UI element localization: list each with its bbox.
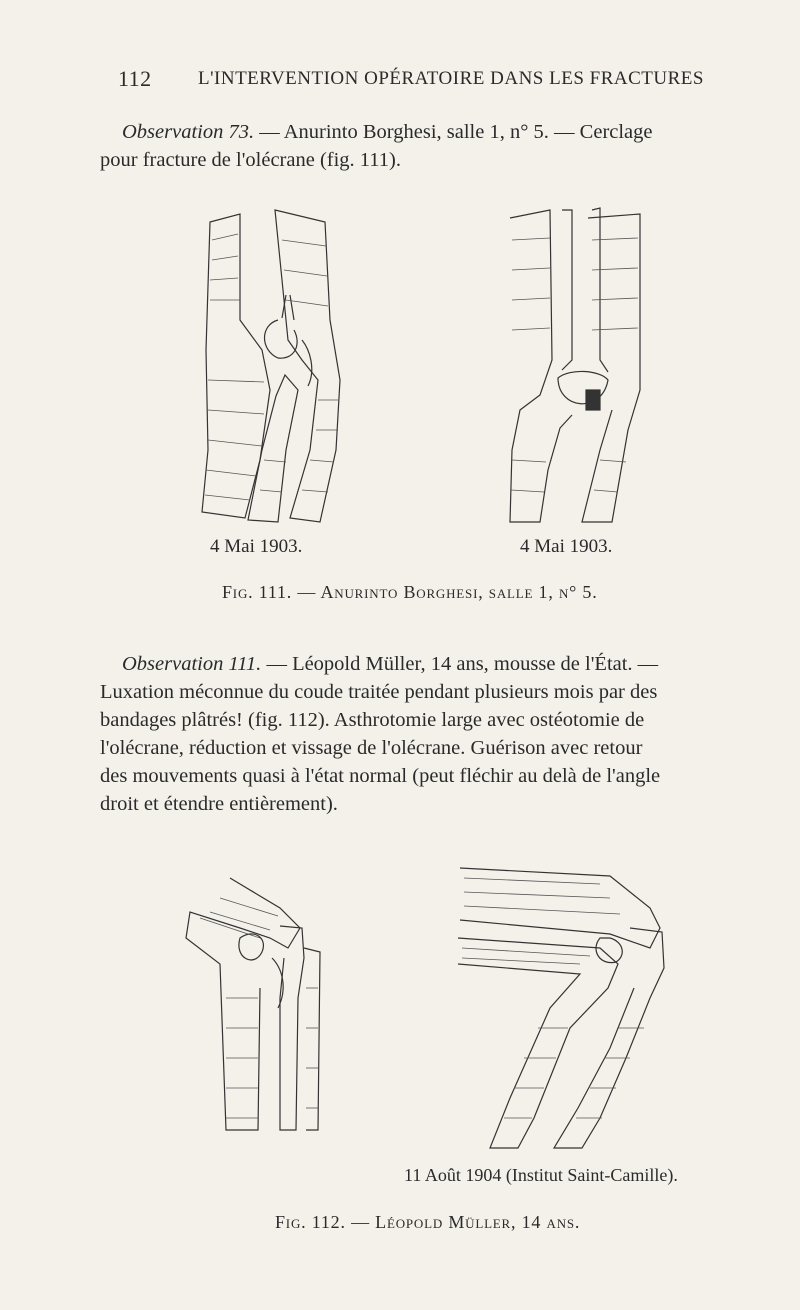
observation-111-line-4: l'olécrane, réduction et vissage de l'olécrane. Guérison avec retour [100, 737, 643, 759]
observation-111-line-6: droit et étendre entièrement). [100, 793, 338, 815]
figure-112-caption-label: Fig. 112. [275, 1212, 346, 1232]
figure-112-right-drawing [450, 858, 680, 1158]
observation-111-line-1 [122, 650, 782, 678]
observation-111-text: — Léopold Müller, 14 ans, mousse de l'État. — [261, 653, 659, 675]
elbow-xray-extended-icon [450, 858, 680, 1158]
figure-111-caption [222, 582, 598, 603]
elbow-xray-flexed-icon [180, 868, 340, 1158]
observation-73-line-1 [122, 118, 762, 146]
figure-111-left-date: 4 Mai 1903. [210, 536, 303, 557]
figure-111-left-drawing [190, 200, 350, 530]
observation-111-line-5: des mouvements quasi à l'état normal (peut fléchir au delà de l'angle [100, 765, 661, 787]
figure-112-caption-text: — Léopold Müller, 14 ans. [345, 1212, 581, 1232]
figure-112-left-drawing [180, 868, 340, 1158]
chapter-title: L'INTERVENTION OPÉRATOIRE DANS LES FRACTURES [198, 68, 704, 89]
observation-111-paragraph [100, 650, 782, 818]
observation-73-label: Observation 73. [122, 121, 255, 143]
elbow-xray-lateral-icon [190, 200, 350, 530]
figure-111-caption-label: Fig. 111. [222, 582, 293, 602]
observation-111-line-2: Luxation méconnue du coude traitée pendant plusieurs mois par des [100, 681, 658, 703]
figure-112-date-note: 11 Août 1904 (Institut Saint-Camille). [404, 1165, 678, 1185]
observation-111-line-3: bandages plâtrés! (fig. 112). Asthrotomie large avec ostéotomie de [100, 709, 645, 731]
figure-111-right-date: 4 Mai 1903. [520, 536, 613, 557]
figure-111-right-drawing [500, 200, 650, 530]
page-number: 112 [118, 66, 152, 91]
observation-73-text: — Anurinto Borghesi, salle 1, n° 5. — Cerclage [254, 121, 653, 143]
observation-73-line-2: pour fracture de l'olécrane (fig. 111). [100, 149, 401, 171]
figure-112-caption [275, 1212, 580, 1233]
observation-111-label: Observation 111. [122, 653, 262, 675]
figure-111-caption-text: — Anurinto Borghesi, salle 1, n° 5. [292, 582, 598, 602]
observation-73-paragraph [100, 118, 762, 174]
elbow-xray-frontal-icon [500, 200, 650, 530]
